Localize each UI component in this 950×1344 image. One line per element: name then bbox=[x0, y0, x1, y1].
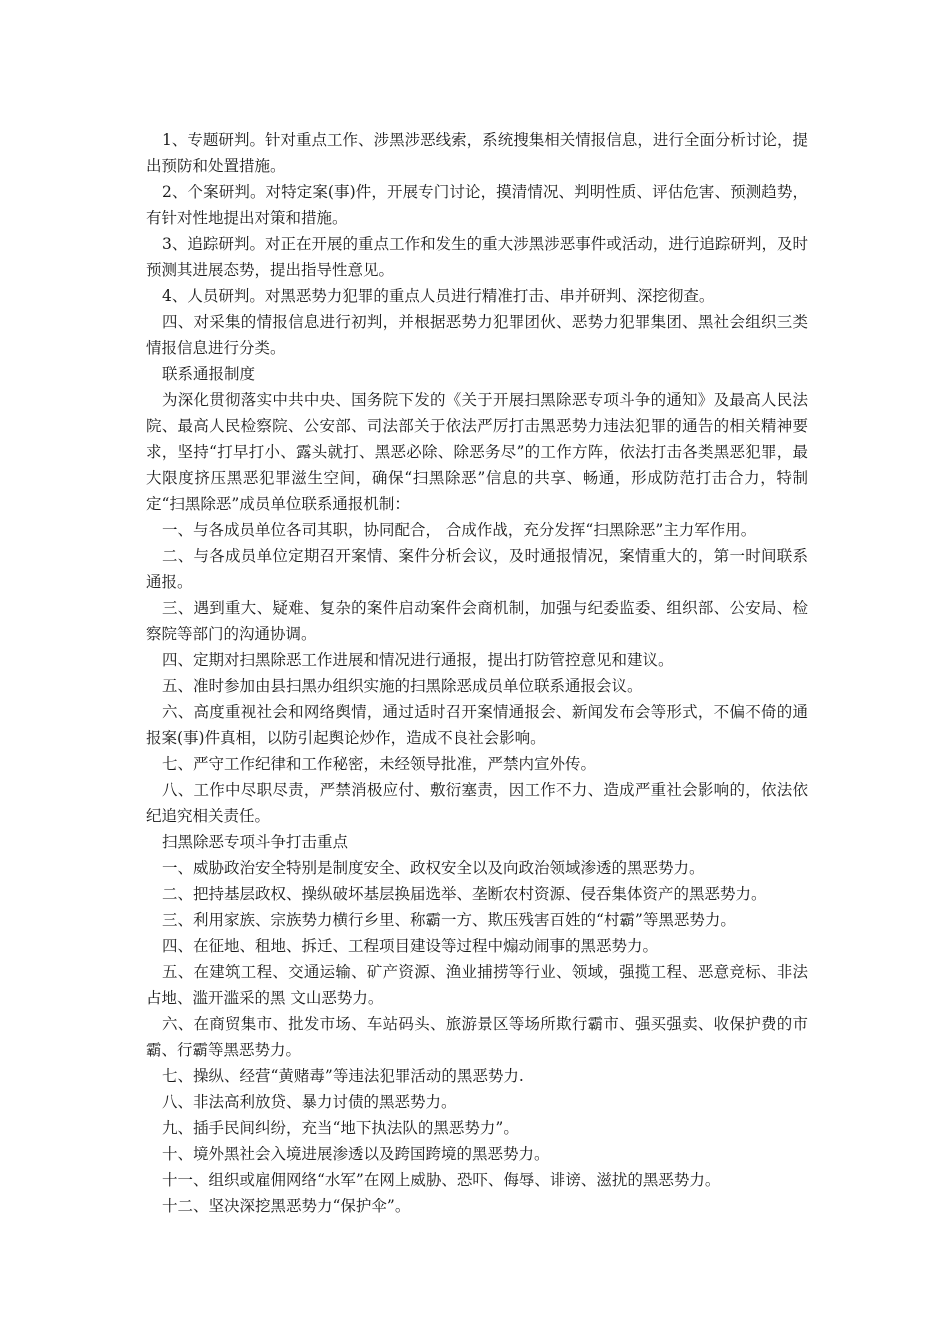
paragraph: 二、把持基层政权、操纵破坏基层换届选举、垄断农村资源、侵吞集体资产的黑恶势力。 bbox=[162, 885, 767, 903]
paragraph: 四、对采集的情报信息进行初判，并根据恶势力犯罪团伙、恶势力犯罪集团、黑社会组织三类情报信息进行分类。 bbox=[146, 313, 808, 357]
paragraph: 五、准时参加由县扫黑办组织实施的扫黑除恶成员单位联系通报会议。 bbox=[162, 677, 643, 695]
paragraph: 十、境外黑社会入境进展渗透以及跨国跨境的黑恶势力。 bbox=[162, 1145, 550, 1163]
paragraph: 八、工作中尽职尽责，严禁消极应付、敷衍塞责，因工作不力、造成严重社会影响的，依法依纪追究相关责任。 bbox=[146, 781, 808, 825]
paragraph: 十二、坚决深挖黑恶势力“保护伞”。 bbox=[162, 1197, 411, 1215]
paragraph: 2、个案研判。对特定案(事)件，开展专门讨论，摸清情况、判明性质、评估危害、预测趋势，有针对性地提出对策和措施。 bbox=[146, 183, 808, 227]
paragraph: 为深化贯彻落实中共中央、国务院下发的《关于开展扫黑除恶专项斗争的通知》及最高人民法院、最高人民检察院、公安部、司法部关于依法严厉打击黑恶势力违法犯罪的通告的相关精神要求，坚持“打早打小、露头就打、黑恶必除、除恶务尽”的工作方阵，依法打击各类黑恶犯罪，最大限度挤压黑恶犯罪滋生空间，确保“扫黑除恶”信息的共享、畅通，形成防范打击合力，特制定“扫黑除恶”成员单位联系通报机制： bbox=[146, 391, 808, 513]
paragraph: 一、威胁政治安全特别是制度安全、政权安全以及向政治领域渗透的黑恶势力。 bbox=[162, 859, 705, 877]
paragraph: 3、追踪研判。对正在开展的重点工作和发生的重大涉黑涉恶事件或活动，进行追踪研判，及时预测其进展态势，提出指导性意见。 bbox=[146, 235, 808, 279]
paragraph: 四、在征地、租地、拆迁、工程项目建设等过程中煽动闹事的黑恶势力。 bbox=[162, 937, 659, 955]
paragraph: 六、在商贸集市、批发市场、车站码头、旅游景区等场所欺行霸市、强买强卖、收保护费的市霸、行霸等黑恶势力。 bbox=[146, 1015, 808, 1059]
paragraph: 五、在建筑工程、交通运输、矿产资源、渔业捕捞等行业、领域，强揽工程、恶意竞标、非法占地、滥开滥采的黑 文山恶势力。 bbox=[146, 963, 808, 1007]
document-body bbox=[146, 127, 808, 1219]
paragraph: 八、非法高利放贷、暴力讨债的黑恶势力。 bbox=[162, 1093, 457, 1111]
section-heading: 联系通报制度 bbox=[162, 365, 256, 383]
paragraph: 十一、组织或雇佣网络“水军”在网上威胁、恐吓、侮辱、诽谤、滋扰的黑恶势力。 bbox=[162, 1171, 721, 1189]
paragraph: 一、与各成员单位各司其职，协同配合， 合成作战，充分发挥“扫黑除恶”主力军作用。 bbox=[162, 521, 757, 539]
paragraph: 1、专题研判。针对重点工作、涉黑涉恶线索，系统搜集相关情报信息，进行全面分析讨论，提出预防和处置措施。 bbox=[146, 131, 808, 175]
paragraph: 4、人员研判。对黑恶势力犯罪的重点人员进行精准打击、串并研判、深挖彻查。 bbox=[162, 287, 715, 305]
paragraph: 三、利用家族、宗族势力横行乡里、称霸一方、欺压残害百姓的“村霸”等黑恶势力。 bbox=[162, 911, 736, 929]
paragraph: 九、插手民间纠纷，充当“地下执法队的黑恶势力”。 bbox=[162, 1119, 519, 1137]
paragraph: 七、严守工作纪律和工作秘密，未经领导批准，严禁内宣外传。 bbox=[162, 755, 597, 773]
paragraph: 二、与各成员单位定期召开案情、案件分析会议，及时通报情况，案情重大的，第一时间联系通报。 bbox=[146, 547, 808, 591]
paragraph: 四、定期对扫黑除恶工作进展和情况进行通报，提出打防管控意见和建议。 bbox=[162, 651, 674, 669]
paragraph: 三、遇到重大、疑难、复杂的案件启动案件会商机制，加强与纪委监委、组织部、公安局、检察院等部门的沟通协调。 bbox=[146, 599, 808, 643]
paragraph: 七、操纵、经营“黄赌毒”等违法犯罪活动的黑恶势力. bbox=[162, 1067, 524, 1085]
paragraph: 六、高度重视社会和网络舆情，通过适时召开案情通报会、新闻发布会等形式，不偏不倚的通报案(事)件真相，以防引起舆论炒作，造成不良社会影响。 bbox=[146, 703, 808, 747]
section-heading: 扫黑除恶专项斗争打击重点 bbox=[162, 833, 349, 851]
